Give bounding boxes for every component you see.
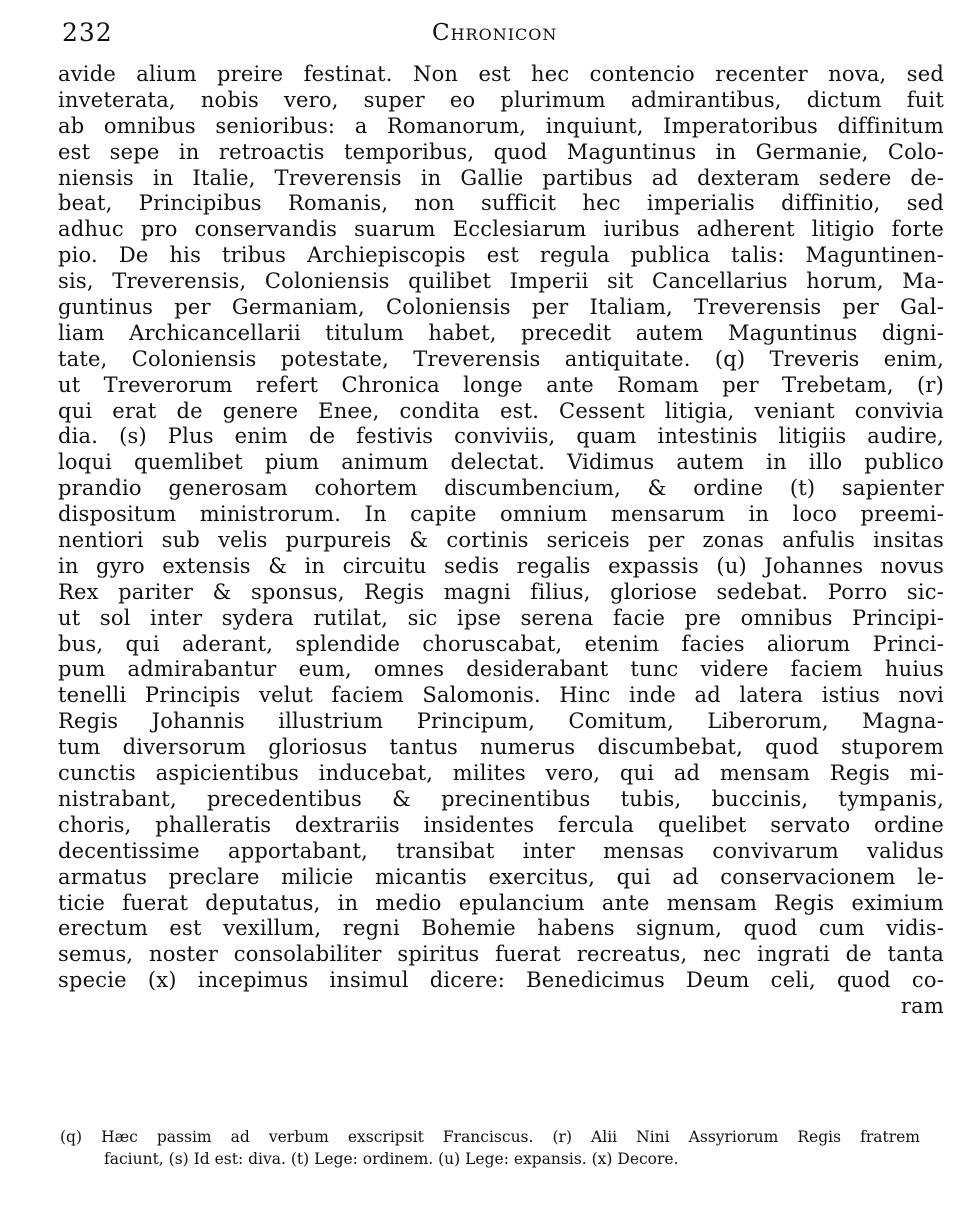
text-line: ticie fuerat deputatus, in medio epulancium ante mensam Regis eximium bbox=[58, 890, 944, 915]
page-number: 232 bbox=[62, 18, 113, 47]
text-line: specie (x) incepimus insimul dicere: Benedicimus Deum celi, quod co- bbox=[58, 968, 944, 993]
text-line: ut sol inter sydera rutilat, sic ipse serena facie pre omnibus Principi- bbox=[58, 605, 944, 630]
text-line: nistrabant, precedentibus & precinentibus tubis, buccinis, tympanis, bbox=[58, 786, 944, 811]
text-line: erectum est vexillum, regni Bohemie habens signum, quod cum vidis- bbox=[58, 916, 944, 941]
text-line: sis, Treverensis, Coloniensis quilibet Imperii sit Cancellarius horum, Ma- bbox=[58, 269, 944, 294]
text-line: guntinus per Germaniam, Coloniensis per Italiam, Treverensis per Gal- bbox=[58, 295, 944, 320]
text-line: ut Treverorum refert Chronica longe ante Romam per Trebetam, (r) bbox=[58, 372, 944, 397]
text-line: tate, Coloniensis potestate, Treverensis antiquitate. (q) Treveris enim, bbox=[58, 346, 944, 371]
text-line: Regis Johannis illustrium Principum, Comitum, Liberorum, Magna- bbox=[58, 709, 944, 734]
text-line: dia. (s) Plus enim de festivis conviviis, quam intestinis litigiis audire, bbox=[58, 424, 944, 449]
text-line: inveterata, nobis vero, super eo plurimum admirantibus, dictum fuit bbox=[58, 87, 944, 112]
text-line: niensis in Italie, Treverensis in Gallie partibus ad dexteram sedere de- bbox=[58, 165, 944, 190]
text-line: qui erat de genere Enee, condita est. Cessent litigia, veniant convivia bbox=[58, 398, 944, 423]
text-line: semus, noster consolabiliter spiritus fuerat recreatus, nec ingrati de tanta bbox=[58, 942, 944, 967]
text-line: prandio generosam cohortem discumbencium, & ordine (t) sapienter bbox=[58, 476, 944, 501]
text-line: avide alium preire festinat. Non est hec contencio recenter nova, sed bbox=[58, 62, 944, 86]
text-line: bus, qui aderant, splendide choruscabat, etenim facies aliorum Princi- bbox=[58, 631, 944, 656]
text-line: tum diversorum gloriosus tantus numerus discumbebat, quod stuporem bbox=[58, 735, 944, 760]
footnotes bbox=[60, 1126, 920, 1170]
text-line: beat, Principibus Romanis, non sufficit hec imperialis diffinitio, sed bbox=[58, 191, 944, 216]
text-line: nentiori sub velis purpureis & cortinis sericeis per zonas anfulis insitas bbox=[58, 528, 944, 553]
text-line: choris, phalleratis dextrariis insidentes fercula quelibet servato ordine bbox=[58, 812, 944, 837]
text-line: armatus preclare milicie micantis exercitus, qui ad conservacionem le- bbox=[58, 864, 944, 889]
page-header bbox=[62, 18, 920, 58]
text-line: est sepe in retroactis temporibus, quod Maguntinus in Germanie, Colo- bbox=[58, 139, 944, 164]
text-line: dispositum ministrorum. In capite omnium mensarum in loco preemi- bbox=[58, 502, 944, 527]
text-line: tenelli Principis velut faciem Salomonis. Hinc inde ad latera istius novi bbox=[58, 683, 944, 708]
body-text bbox=[58, 62, 944, 1020]
text-line: decentissime apportabant, transibat inter mensas convivarum validus bbox=[58, 838, 944, 863]
footnote-line: faciunt, (s) Id est: diva. (t) Lege: ordinem. (u) Lege: expansis. (x) Decore. bbox=[104, 1150, 679, 1168]
text-line: pum admirabantur eum, omnes desiderabant tunc videre faciem huius bbox=[58, 657, 944, 682]
catchword: ram bbox=[900, 994, 944, 1019]
text-line: ab omnibus senioribus: a Romanorum, inquiunt, Imperatoribus diffinitum bbox=[58, 113, 944, 138]
footnote-line: (q) Hæc passim ad verbum exscripsit Franciscus. (r) Alii Nini Assyriorum Regis fratrem bbox=[60, 1128, 920, 1146]
text-line: liam Archicancellarii titulum habet, precedit autem Maguntinus digni- bbox=[58, 320, 944, 345]
text-line: in gyro extensis & in circuitu sedis regalis expassis (u) Johannes novus bbox=[58, 553, 944, 578]
running-head: Chronicon bbox=[432, 20, 558, 46]
text-line: Rex pariter & sponsus, Regis magni filius, gloriose sedebat. Porro sic- bbox=[58, 579, 944, 604]
text-line: pio. De his tribus Archiepiscopis est regula publica talis: Maguntinen- bbox=[58, 243, 944, 268]
text-line: loqui quemlibet pium animum delectat. Vidimus autem in illo publico bbox=[58, 450, 944, 475]
text-line: adhuc pro conservandis suarum Ecclesiarum iuribus adherent litigio forte bbox=[58, 217, 944, 242]
text-line: cunctis aspicientibus inducebat, milites vero, qui ad mensam Regis mi- bbox=[58, 761, 944, 786]
